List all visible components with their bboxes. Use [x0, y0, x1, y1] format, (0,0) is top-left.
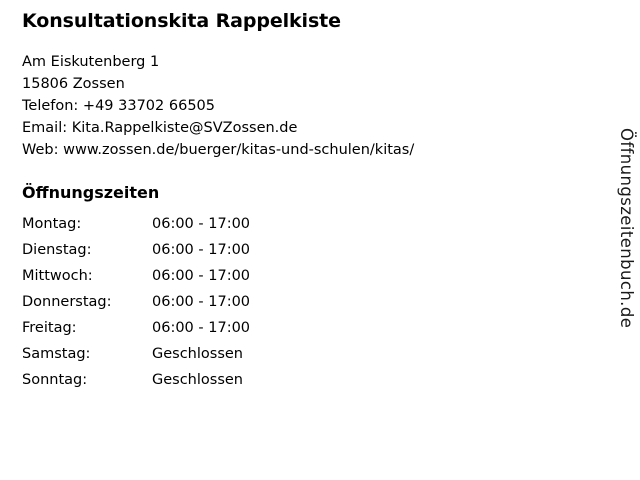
watermark-label: Öffnungszeitenbuch.de — [617, 128, 636, 329]
hours-value: Geschlossen — [152, 371, 243, 388]
hours-day: Sonntag: — [22, 371, 88, 388]
opening-hours-heading: Öffnungszeiten — [22, 182, 160, 202]
address-web: Web: www.zossen.de/buerger/kitas-und-schulen/kitas/ — [22, 141, 415, 158]
hours-value: 06:00 - 17:00 — [152, 293, 251, 310]
table-row — [22, 346, 250, 372]
address-block — [22, 51, 592, 161]
address-city: 15806 Zossen — [22, 75, 125, 92]
table-row — [22, 242, 250, 268]
table-row — [22, 320, 250, 346]
opening-hours-table — [22, 216, 250, 398]
hours-day: Freitag: — [22, 319, 77, 336]
address-street: Am Eiskutenberg 1 — [22, 53, 160, 70]
hours-value: 06:00 - 17:00 — [152, 241, 251, 258]
hours-value: Geschlossen — [152, 345, 243, 362]
hours-day: Samstag: — [22, 345, 91, 362]
hours-value: 06:00 - 17:00 — [152, 319, 251, 336]
table-row — [22, 294, 250, 320]
hours-day: Dienstag: — [22, 241, 92, 258]
table-row — [22, 216, 250, 242]
hours-day: Montag: — [22, 215, 82, 232]
page-title: Konsultationskita Rappelkiste — [22, 10, 341, 32]
hours-day: Mittwoch: — [22, 267, 93, 284]
hours-value: 06:00 - 17:00 — [152, 267, 251, 284]
address-email: Email: Kita.Rappelkiste@SVZossen.de — [22, 119, 298, 136]
hours-value: 06:00 - 17:00 — [152, 215, 251, 232]
content-area — [22, 10, 592, 398]
table-row — [22, 372, 250, 398]
hours-day: Donnerstag: — [22, 293, 112, 310]
address-phone: Telefon: +49 33702 66505 — [22, 97, 215, 114]
table-row — [22, 268, 250, 294]
